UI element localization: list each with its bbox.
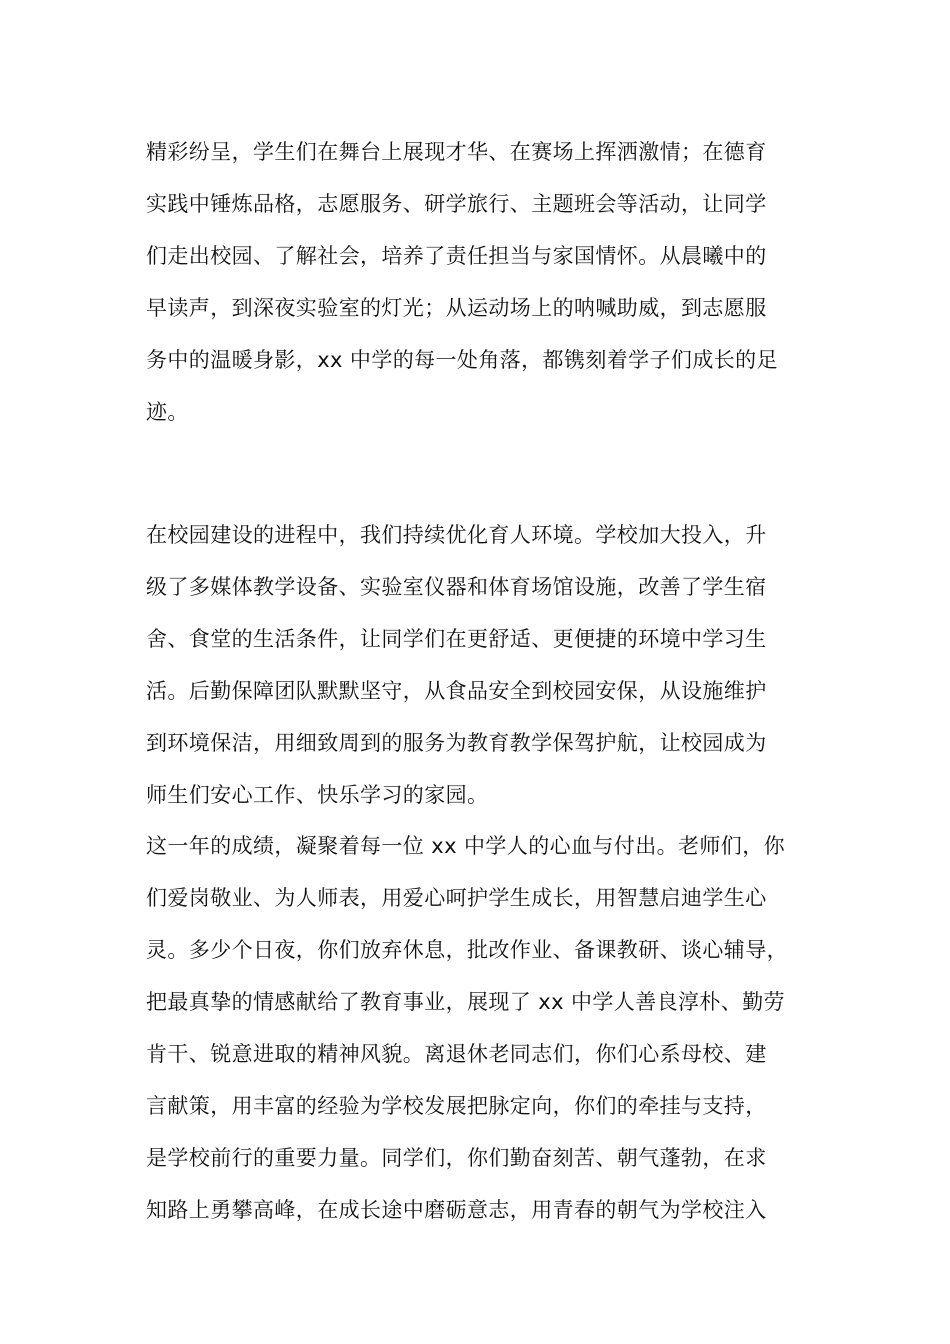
paragraph-thanks — [146, 820, 816, 1236]
text-line: 到环境保洁，用细致周到的服务为教育教学保驾护航，让校园成为 — [146, 731, 767, 755]
text-line: 把最真挚的情感献给了教育事业，展现了 xx 中学人善良淳朴、勤劳 — [146, 990, 786, 1014]
text-line: 师生们安心工作、快乐学习的家园。 — [146, 783, 489, 807]
text-line: 们爱岗敬业、为人师表，用爱心呵护学生成长，用智慧启迪学生心 — [146, 886, 767, 910]
paragraph-achievements — [146, 126, 816, 438]
text-line: 早读声，到深夜实验室的灯光；从运动场上的呐喊助威，到志愿服 — [146, 296, 767, 320]
text-line: 这一年的成绩，凝聚着每一位 xx 中学人的心血与付出。老师们，你 — [146, 834, 786, 858]
text-line: 肯干、锐意进取的精神风貌。离退休老同志们，你们心系母校、建 — [146, 1042, 767, 1066]
text-line: 务中的温暖身影，xx 中学的每一处角落，都镌刻着学子们成长的足 — [146, 348, 778, 372]
text-line: 是学校前行的重要力量。同学们，你们勤奋刻苦、朝气蓬勃，在求 — [146, 1146, 767, 1170]
text-line: 精彩纷呈，学生们在舞台上展现才华、在赛场上挥洒激情；在德育 — [146, 140, 767, 164]
text-line: 在校园建设的进程中，我们持续优化育人环境。学校加大投入，升 — [146, 523, 767, 547]
text-line: 舍、食堂的生活条件，让同学们在更舒适、更便捷的环境中学习生 — [146, 627, 767, 651]
text-line: 们走出校园、了解社会，培养了责任担当与家国情怀。从晨曦中的 — [146, 244, 767, 268]
text-line: 级了多媒体教学设备、实验室仪器和体育场馆设施，改善了学生宿 — [146, 575, 767, 599]
text-line: 灵。多少个日夜，你们放弃休息，批改作业、备课教研、谈心辅导， — [146, 938, 788, 962]
text-line: 言献策，用丰富的经验为学校发展把脉定向，你们的牵挂与支持， — [146, 1094, 767, 1118]
text-line: 迹。 — [146, 400, 189, 424]
text-line: 活。后勤保障团队默默坚守，从食品安全到校园安保，从设施维护 — [146, 679, 767, 703]
text-line: 实践中锤炼品格，志愿服务、研学旅行、主题班会等活动，让同学 — [146, 192, 767, 216]
text-line: 知路上勇攀高峰，在成长途中磨砺意志，用青春的朝气为学校注入 — [146, 1198, 767, 1222]
paragraph-campus-construction — [146, 509, 816, 821]
